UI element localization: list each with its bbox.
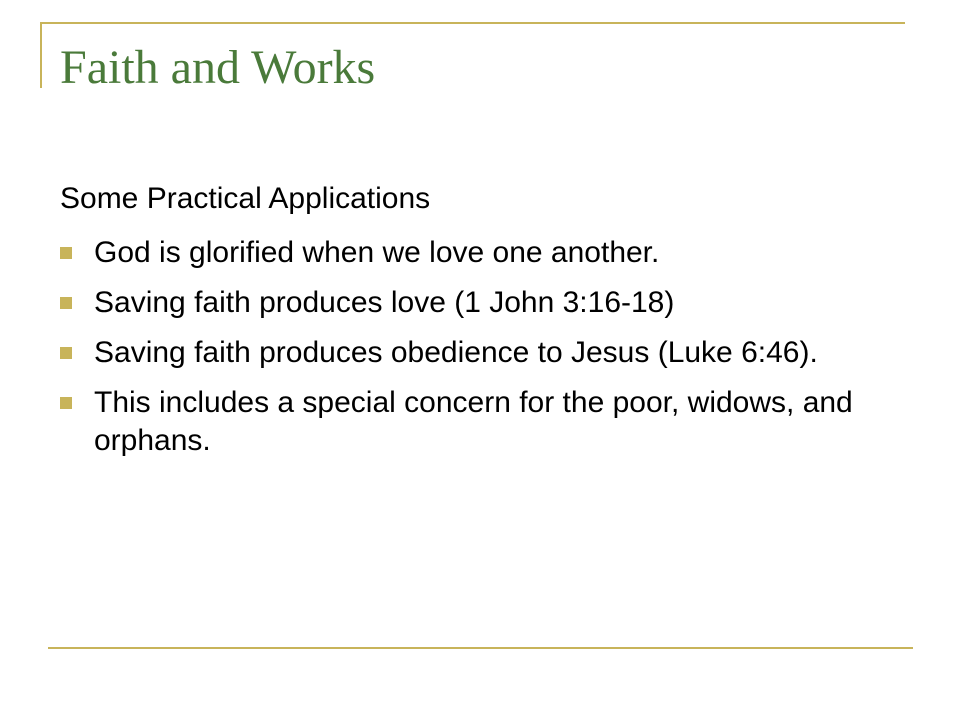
bullet-item (60, 334, 910, 372)
bullet-list (60, 234, 910, 460)
bullet-item (60, 384, 910, 460)
bullet-text: Saving faith produces love (1 John 3:16-18) (94, 286, 675, 319)
square-bullet-icon (60, 297, 72, 309)
slide-subtitle: Some Practical Applications (60, 182, 431, 215)
bullet-text: God is glorified when we love one another. (94, 236, 660, 269)
square-bullet-icon (60, 347, 72, 359)
bullet-text: This includes a special concern for the poor, widows, and orphans. (94, 386, 853, 457)
frame-bottom-rule (48, 647, 913, 649)
frame-left-rule (40, 22, 42, 88)
square-bullet-icon (60, 247, 72, 259)
slide-content (60, 176, 910, 460)
square-bullet-icon (60, 397, 72, 409)
bullet-item (60, 234, 910, 272)
frame-top-rule (40, 22, 905, 24)
slide-title: Faith and Works (60, 41, 376, 94)
bullet-item (60, 284, 910, 322)
bullet-text: Saving faith produces obedience to Jesus (Luke 6:46). (94, 336, 818, 369)
